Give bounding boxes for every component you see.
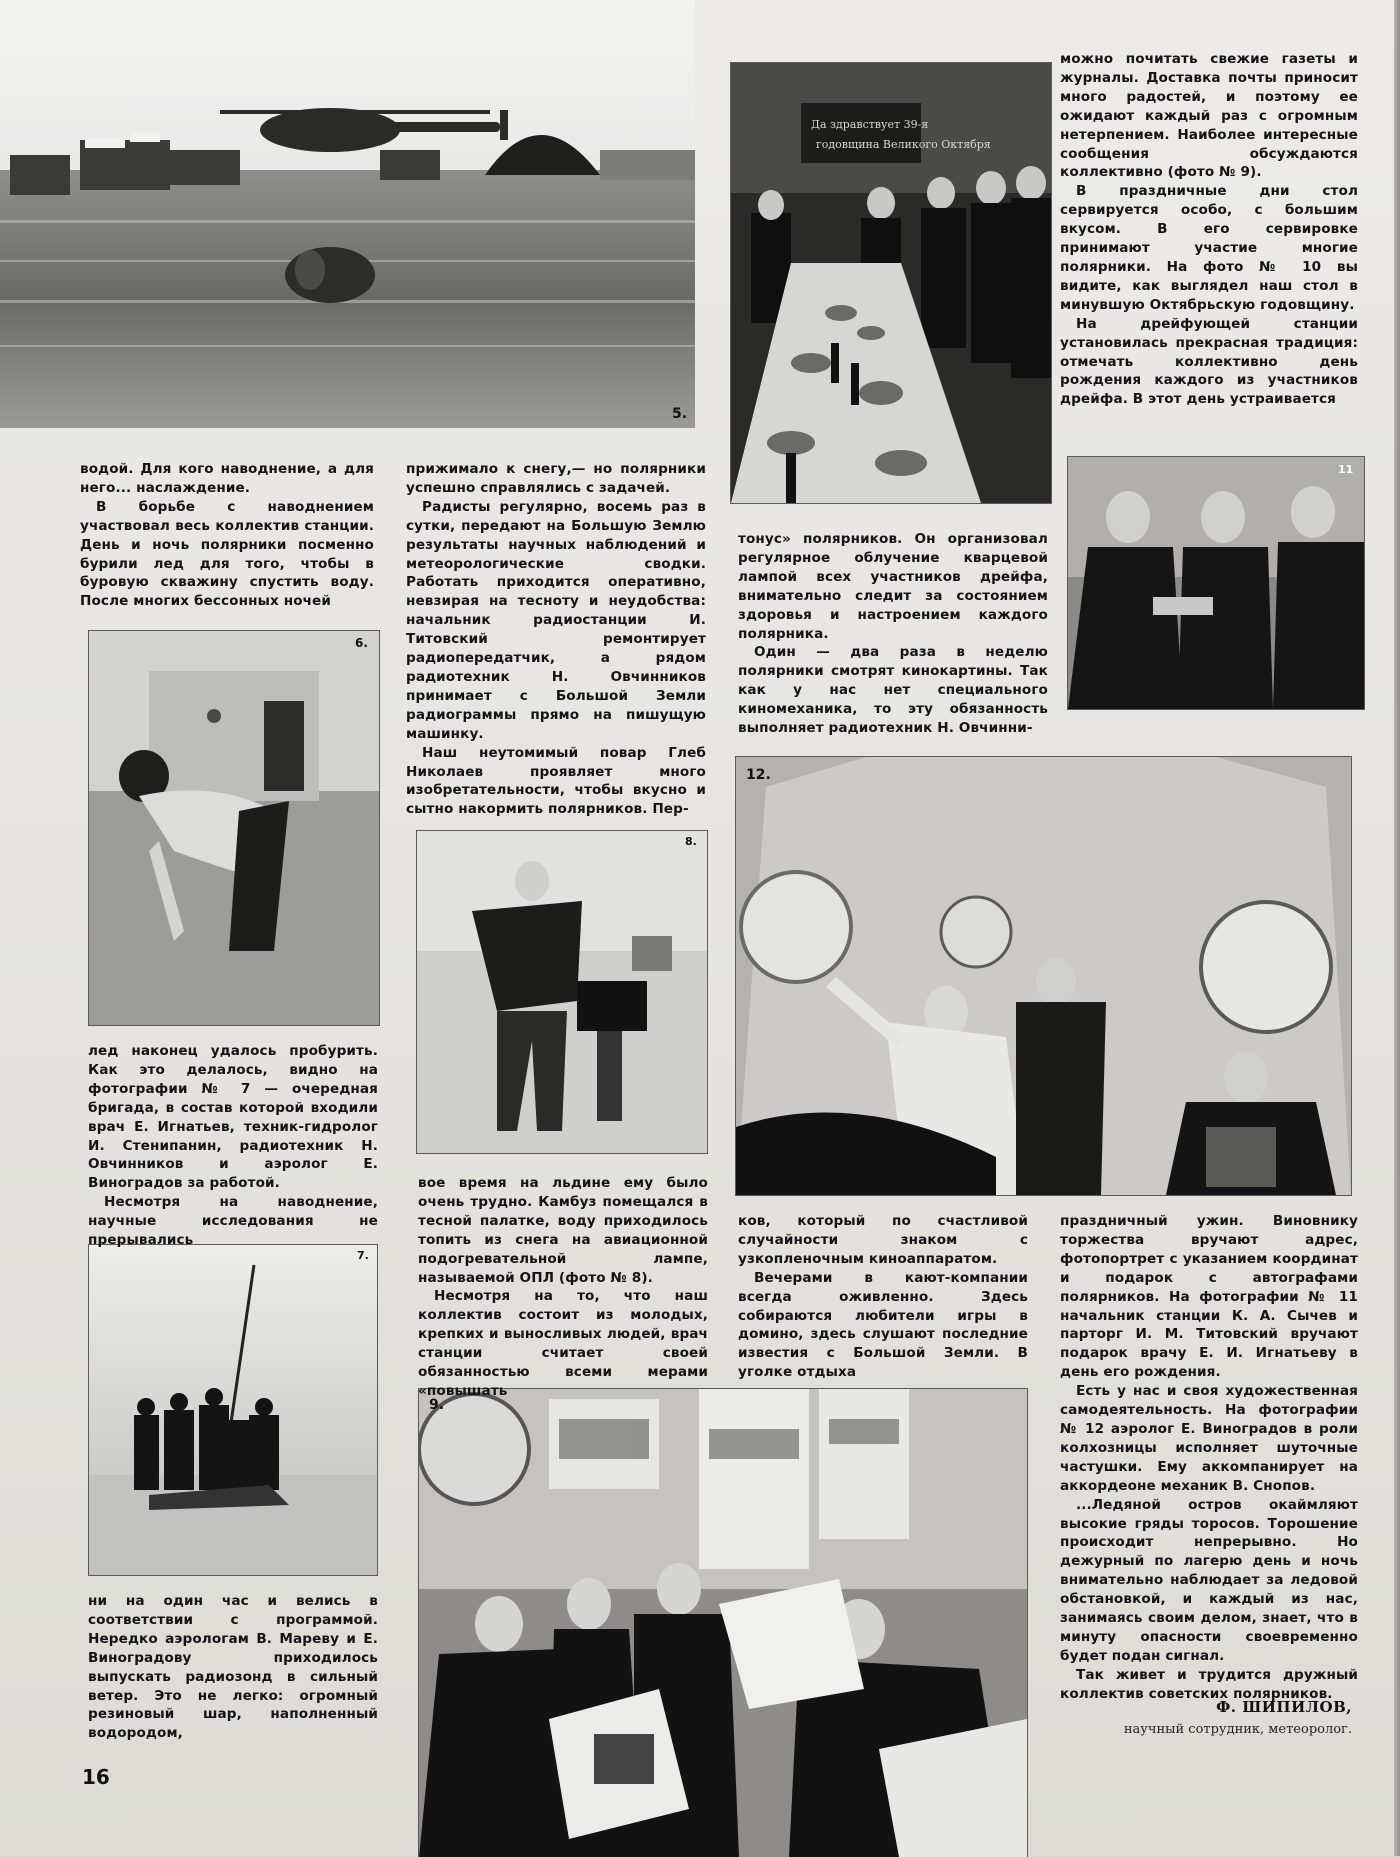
col2a-paragraph-3: Наш неутомимый повар Глеб Николаев проявляет много изобретательности, чтобы вкусно и сытно накормить полярников. Пер-: [406, 744, 706, 818]
photo-11-handshake: [1067, 456, 1365, 710]
col4b-paragraph-3: ...Ледяной остров окаймляют высокие гряды торосов. Торошение происходит непрерывно. Но дежурный по лагерю день и ночь внимательно наблюдает за ледовой обстановкой, и каждый из нас, занимаясь своим делом, знает, что в минуту опасности своевременно будет подан сигнал.: [1060, 1496, 1358, 1664]
col2a-paragraph-1: прижимало к снегу,— но полярники успешно справлялись с задачей.: [406, 461, 706, 496]
column-1-middle: [88, 1042, 378, 1250]
column-2-top: [406, 460, 706, 819]
photo-5-flooded-camp: [0, 0, 695, 428]
col3a-paragraph-1: тонус» полярников. Он организовал регулярное облучение кварцевой лампой всех участников дрейфа, внимательно следит за состоянием здоровья и настроением каждого полярника.: [738, 531, 1048, 642]
svg-text:12.: 12.: [746, 767, 771, 783]
photo-11-image: [1068, 457, 1364, 709]
col3b-paragraph-2: Вечерами в кают-компании всегда оживленно. Здесь собираются любители игры в домино, здесь слушают последние известия с Большой Земли. В уголке отдыха: [738, 1269, 1028, 1381]
svg-text:7.: 7.: [357, 1249, 369, 1262]
photo-9-image: [419, 1389, 1027, 1857]
col3b-paragraph-1: ков, который по счастливой случайности знаком с узкопленочным киноаппаратом.: [738, 1213, 1028, 1267]
page-edge-shadow: [1394, 0, 1400, 1856]
author-signature: Ф. ШИПИЛОВ,: [1216, 1698, 1352, 1716]
photo-8-image: [417, 831, 707, 1153]
column-4-bottom: [1060, 1212, 1358, 1704]
photo-6-man-washing: [88, 630, 380, 1026]
photo-12-image: [736, 757, 1351, 1195]
col1b-paragraph-1: лед наконец удалось пробурить. Как это делалось, видно на фотографии № 7 — очередная бригада, в состав которой входили врач Е. Игнатьев, техник-гидролог И. Стенипанин, радиотехник Н. Овчинников и аэролог Е. Виноградов за работой.: [88, 1043, 378, 1192]
column-2-bottom: [418, 1174, 708, 1401]
svg-text:8.: 8.: [685, 835, 697, 848]
svg-text:годовщина Великого Октября: годовщина Великого Октября: [816, 138, 991, 151]
author-role: научный сотрудник, метеоролог.: [1123, 1722, 1352, 1737]
col4a-paragraph-3: На дрейфующей станции установилась прекрасная традиция: отмечать коллективно день рождения каждого из участников дрейфа. В этот день устраивается: [1060, 315, 1358, 408]
svg-text:5.: 5.: [672, 406, 688, 422]
col2b-paragraph-1: вое время на льдине ему было очень трудно. Камбуз помещался в тесной палатке, воду приходилось топить из снега на авиационной подогревательной лампе, называемой ОПЛ (фото № 8).: [418, 1175, 708, 1286]
col4b-paragraph-4: Так живет и трудится дружный коллектив советских полярников.: [1060, 1666, 1358, 1702]
svg-text:6.: 6.: [355, 636, 368, 650]
col4a-paragraph-1: можно почитать свежие газеты и журналы. Доставка почты приносит много радостей, и поэтому ее ожидают каждый раз с огромным нетерпением. Наиболее интересные сообщения обсуждаются коллективно (фото № 9).: [1060, 51, 1358, 181]
col4b-paragraph-2: Есть у нас и своя художественная самодеятельность. На фотографии № 12 аэролог Е. Виноградов в роли колхозницы исполняет шуточные частушки. Ему аккомпанирует на аккордеоне механик В. Снопов.: [1060, 1383, 1358, 1494]
col4a-paragraph-2: В праздничные дни стол сервируется особо, с большим вкусом. В его сервировке принимают участие многие полярники. На фото № 10 вы видите, как выглядел наш стол в минувшую Октябрьскую годовщину.: [1060, 183, 1358, 313]
col3a-paragraph-2: Один — два раза в неделю полярники смотрят кинокартины. Так как у нас нет специального киномеханика, то эту обязанность выполняет радиотехник Н. Овчинни-: [738, 644, 1048, 737]
photo-8-cook: [416, 830, 708, 1154]
page-number: 16: [82, 1765, 110, 1789]
column-3-top: [738, 530, 1048, 738]
column-1-bottom: [88, 1592, 378, 1743]
photo-12-performance: [735, 756, 1352, 1196]
photo-10-holiday-table: [730, 62, 1052, 504]
photo-5-image: [0, 0, 695, 428]
photo-9-reading: [418, 1388, 1028, 1857]
photo-7-drilling: [88, 1244, 378, 1576]
column-1-top: [80, 460, 374, 611]
col1a-paragraph-1: водой. Для кого наводнение, а для него... наслаждение.: [80, 461, 374, 496]
col1a-paragraph-2: В борьбе с наводнением участвовал весь коллектив станции. День и ночь полярники посменно бурили лед для того, чтобы в буровую скважину спустить воду. После многих бессонных ночей: [80, 498, 374, 610]
column-3-bottom: [738, 1212, 1028, 1382]
column-4-top: [1060, 50, 1358, 409]
col2b-paragraph-2: Несмотря на то, что наш коллектив состоит из молодых, крепких и выносливых людей, врач станции считает своей обязанностью всеми мерами «повышать: [418, 1288, 708, 1399]
photo-10-image: [731, 63, 1051, 503]
photo-10-banner: Да здравствует 39-я: [811, 118, 929, 131]
svg-text:9.: 9.: [429, 1397, 445, 1413]
col1b-paragraph-2: Несмотря на наводнение, научные исследования не прерывались: [88, 1194, 378, 1249]
col1c-paragraph-1: ни на один час и велись в соответствии с программой. Нередко аэрологам В. Мареву и Е. Виноградову приходилось выпускать радиозонд в сильный ветер. Это не легко: огромный резиновый шар, наполненный водородом,: [88, 1593, 378, 1742]
col4b-paragraph-1: праздничный ужин. Виновнику торжества вручают адрес, фотопортрет с указанием координат и подарок с автографами полярников. На фотографии № 11 начальник станции К. А. Сычев и парторг И. М. Титовский вручают подарок врачу Е. И. Игнатьеву в день его рождения.: [1060, 1213, 1358, 1381]
col2a-paragraph-2: Радисты регулярно, восемь раз в сутки, передают на Большую Землю результаты научных наблюдений и метеорологические сводки. Работать приходится оперативно, невзирая на тесноту и неудобства: начальник радиостанции И. Титовский ремонтирует радиопередатчик, а рядом радиотехник Н. Овчинников принимает с Большой Земли радиограммы прямо на пишущую машинку.: [406, 498, 706, 742]
photo-6-image: [89, 631, 379, 1025]
photo-7-image: [89, 1245, 377, 1575]
svg-text:11: 11: [1338, 463, 1354, 476]
